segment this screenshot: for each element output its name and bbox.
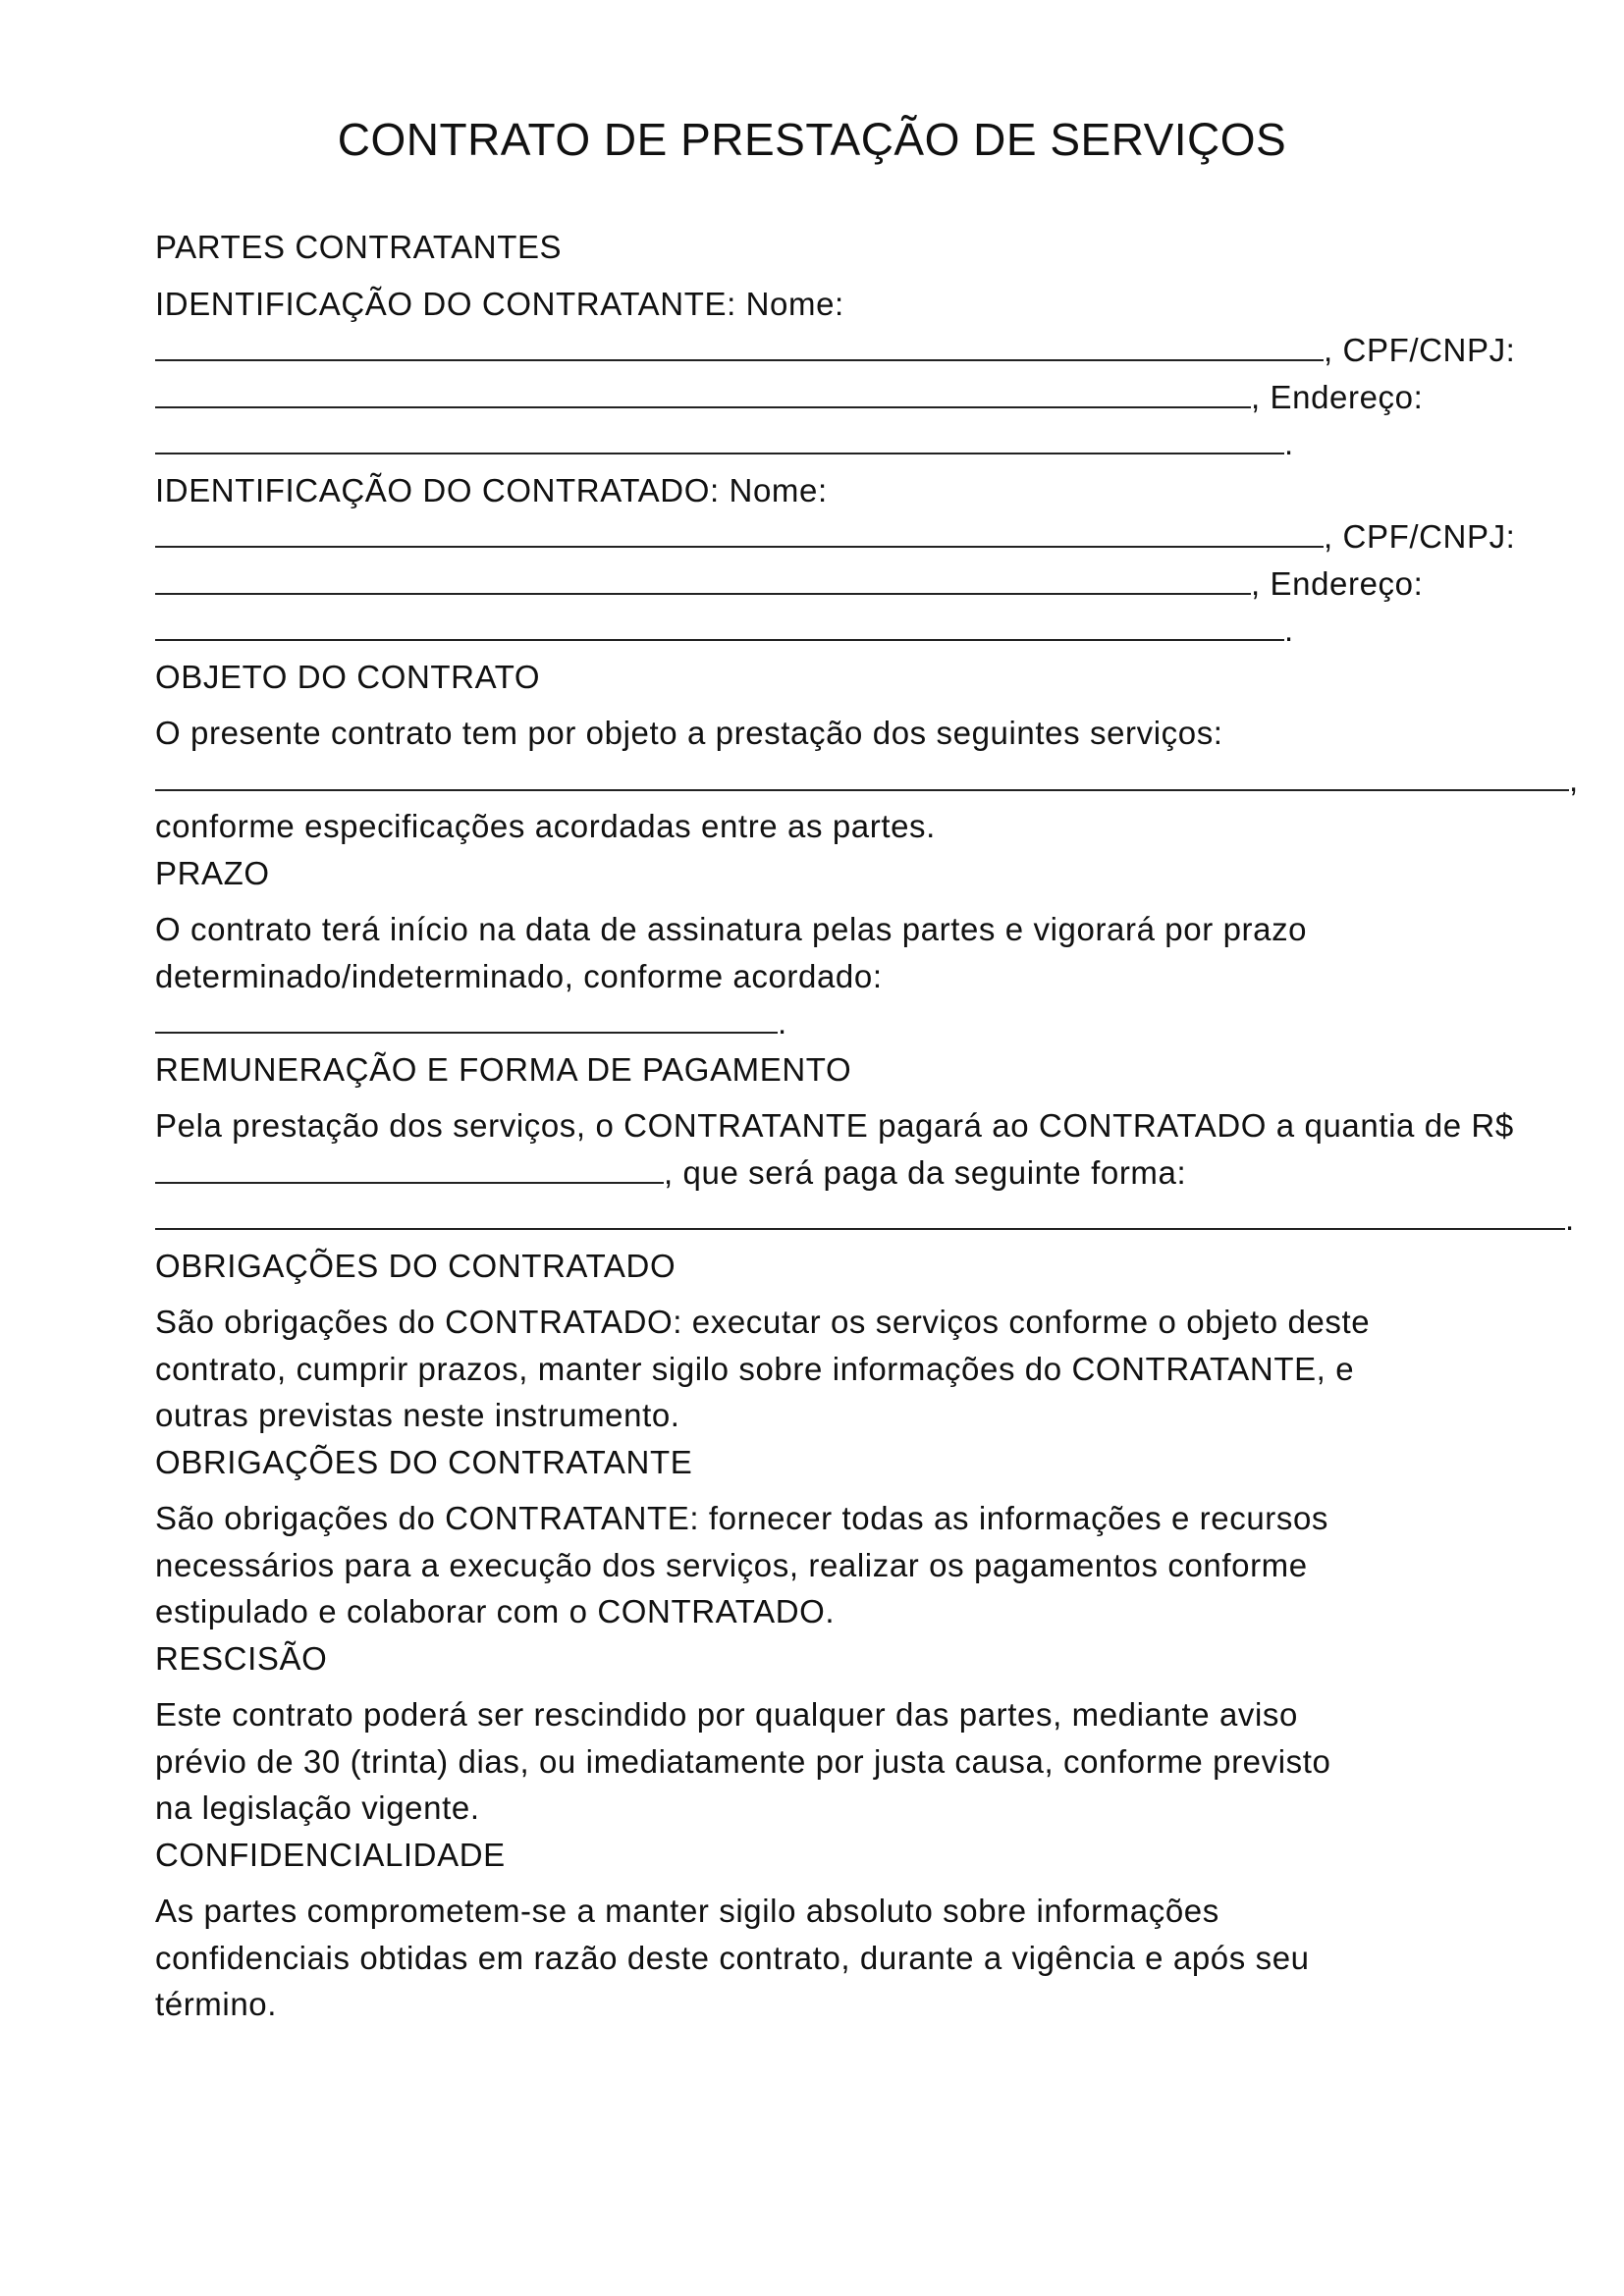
section-heading-prazo: PRAZO [155, 854, 270, 891]
contratante-cpf-field[interactable] [155, 375, 1251, 408]
prazo-blank-end: . [778, 1004, 787, 1041]
contratante-endereco-end: . [1284, 425, 1294, 461]
prazo-field[interactable] [155, 1000, 778, 1034]
section-heading-rescisao: RESCISÃO [155, 1639, 328, 1677]
contratado-name-label: IDENTIFICAÇÃO DO CONTRATADO: Nome: [155, 471, 828, 508]
paragraph-line: As partes comprometem-se a manter sigilo absoluto sobre informações [155, 1893, 1219, 1929]
remuneracao-valor-field[interactable] [155, 1150, 664, 1184]
remuneracao-blank-end: . [1565, 1201, 1575, 1237]
contratante-endereco-field[interactable] [155, 421, 1284, 454]
contratado-cpf-field[interactable] [155, 561, 1251, 595]
paragraph-line: Este contrato poderá ser rescindido por qualquer das partes, mediante aviso [155, 1696, 1298, 1733]
objeto-servicos-field[interactable] [155, 758, 1569, 791]
contratado-endereco-line [155, 607, 1598, 654]
section-heading-objeto: OBJETO DO CONTRATO [155, 658, 541, 695]
contratante-cpf-label: , CPF/CNPJ: [1324, 332, 1516, 368]
objeto-text: O presente contrato tem por objeto a prestação dos seguintes serviços: [155, 715, 1223, 751]
paragraph-line: contrato, cumprir prazos, manter sigilo sobre informações do CONTRATANTE, e [155, 1350, 1355, 1387]
section-heading-obrigacoes-contratante: OBRIGAÇÕES DO CONTRATANTE [155, 1443, 693, 1480]
contratado-cpf-label: , CPF/CNPJ: [1324, 518, 1516, 555]
section-heading-obrigacoes-contratado: OBRIGAÇÕES DO CONTRATADO [155, 1247, 677, 1284]
remuneracao-forma-field[interactable] [155, 1197, 1565, 1230]
objeto-blank-line [155, 757, 1598, 804]
paragraph-line: prévio de 30 (trinta) dias, ou imediatamente por justa causa, conforme previsto [155, 1742, 1331, 1780]
contratado-name-field[interactable] [155, 514, 1324, 548]
paragraph-line: estipulado e colaborar com o CONTRATADO. [155, 1593, 836, 1629]
contratante-cpf-line [155, 374, 1598, 421]
contratado-endereco-field[interactable] [155, 608, 1284, 641]
paragraph-line: necessários para a execução dos serviços, realizar os pagamentos conforme [155, 1546, 1308, 1583]
remuneracao-text-1: Pela prestação dos serviços, o CONTRATANTE pagará ao CONTRATADO a quantia de R$ [155, 1107, 1514, 1144]
prazo-text-2: determinado/indeterminado, conforme acordado: [155, 957, 883, 994]
contratado-name-line [155, 513, 1598, 561]
prazo-blank-line [155, 999, 1598, 1046]
paragraph-line: término. [155, 1986, 278, 2022]
objeto-blank-end: , [1569, 761, 1579, 798]
contratante-name-label: IDENTIFICAÇÃO DO CONTRATANTE: Nome: [155, 285, 844, 322]
contratante-endereco-label: , Endereço: [1251, 378, 1424, 415]
document-title: CONTRATO DE PRESTAÇÃO DE SERVIÇOS [337, 114, 1287, 165]
remuneracao-forma-line [155, 1196, 1598, 1243]
paragraph-line: confidenciais obtidas em razão deste contrato, durante a vigência e após seu [155, 1939, 1310, 1976]
contratado-endereco-end: . [1284, 612, 1294, 648]
paragraph-line: São obrigações do CONTRATADO: executar os serviços conforme o objeto deste [155, 1304, 1371, 1340]
document-body [155, 224, 1598, 2028]
contratante-endereco-line [155, 420, 1598, 467]
contratado-endereco-label: , Endereço: [1251, 564, 1424, 602]
section-heading-partes: PARTES CONTRATANTES [155, 229, 563, 265]
paragraph-line: São obrigações do CONTRATANTE: fornecer todas as informações e recursos [155, 1500, 1329, 1536]
contratante-name-field[interactable] [155, 328, 1324, 361]
section-heading-remuneracao: REMUNERAÇÃO E FORMA DE PAGAMENTO [155, 1050, 852, 1088]
contratante-name-line [155, 327, 1598, 374]
section-heading-confidencialidade: CONFIDENCIALIDADE [155, 1836, 506, 1873]
remuneracao-text-2: , que será paga da seguinte forma: [664, 1153, 1187, 1191]
objeto-text-end: conforme especificações acordadas entre as partes. [155, 808, 936, 844]
prazo-text-1: O contrato terá início na data de assinatura pelas partes e vigorará por prazo [155, 911, 1308, 947]
remuneracao-valor-line [155, 1149, 1598, 1197]
paragraph-line: outras previstas neste instrumento. [155, 1397, 680, 1433]
paragraph-line: na legislação vigente. [155, 1789, 480, 1826]
contratado-cpf-line [155, 561, 1598, 608]
